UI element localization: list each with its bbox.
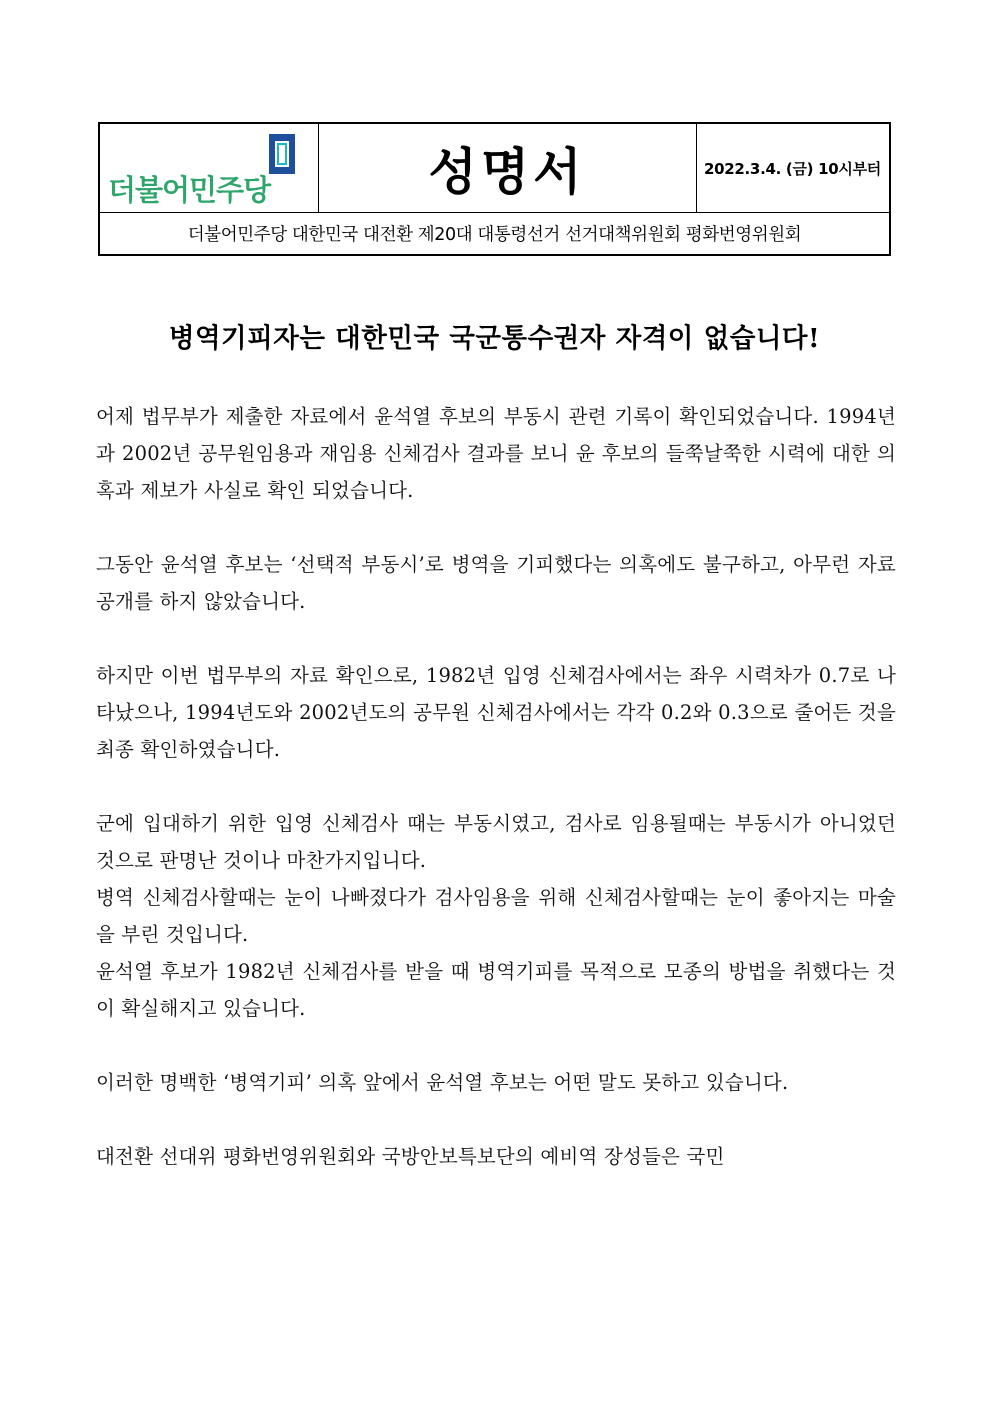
paragraph: 하지만 이번 법무부의 자료 확인으로, 1982년 입영 신체검사에서는 좌우 시력차가 0.7로 나타났으나, 1994년도와 2002년도의 공무원 신체검사에서는 각각 0.2와 0.3으로 줄어든 것을 최종 확인하였습니다. bbox=[96, 664, 896, 761]
paragraph: 대전환 선대위 평화번영위원회와 국방안보특보단의 예비역 장성들은 국민 bbox=[96, 1145, 725, 1168]
statement-body bbox=[96, 398, 896, 1175]
party-logo-icon bbox=[268, 132, 296, 176]
document-title: 성명서 bbox=[428, 143, 586, 201]
statement-header-box bbox=[98, 122, 891, 256]
committee-row bbox=[100, 212, 889, 254]
date-cell bbox=[696, 124, 889, 212]
title-cell bbox=[318, 124, 697, 212]
party-logo-text: 더불어민주당 bbox=[108, 173, 271, 207]
statement-headline: 병역기피자는 대한민국 국군통수권자 자격이 없습니다! bbox=[168, 323, 821, 354]
paragraph: 그동안 윤석열 후보는 ‘선택적 부동시’로 병역을 기피했다는 의혹에도 불구하고, 아무런 자료공개를 하지 않았습니다. bbox=[96, 553, 896, 613]
header-top-row bbox=[100, 124, 889, 213]
paragraph: 이러한 명백한 ‘병역기피’ 의혹 앞에서 윤석열 후보는 어떤 말도 못하고 있습니다. bbox=[96, 1071, 789, 1094]
party-logo-cell bbox=[100, 124, 319, 212]
paragraph: 병역 신체검사할때는 눈이 나빠졌다가 검사임용을 위해 신체검사할때는 눈이 좋아지는 마술을 부린 것입니다. bbox=[96, 886, 896, 946]
paragraph: 윤석열 후보가 1982년 신체검사를 받을 때 병역기피를 목적으로 모종의 방법을 취했다는 것이 확실해지고 있습니다. bbox=[96, 960, 896, 1020]
release-date: 2022.3.4. (금) 10시부터 bbox=[703, 159, 881, 178]
paragraph: 어제 법무부가 제출한 자료에서 윤석열 후보의 부동시 관련 기록이 확인되었습니다. 1994년과 2002년 공무원임용과 재임용 신체검사 결과를 보니 윤 후보의 들쭉날쭉한 시력에 대한 의혹과 제보가 사실로 확인 되었습니다. bbox=[96, 405, 896, 502]
paragraph: 군에 입대하기 위한 입영 신체검사 때는 부동시였고, 검사로 임용될때는 부동시가 아니었던 것으로 판명난 것이나 마찬가지입니다. bbox=[96, 812, 896, 872]
committee-name: 더불어민주당 대한민국 대전환 제20대 대통령선거 선거대책위원회 평화번영위원회 bbox=[187, 224, 802, 245]
